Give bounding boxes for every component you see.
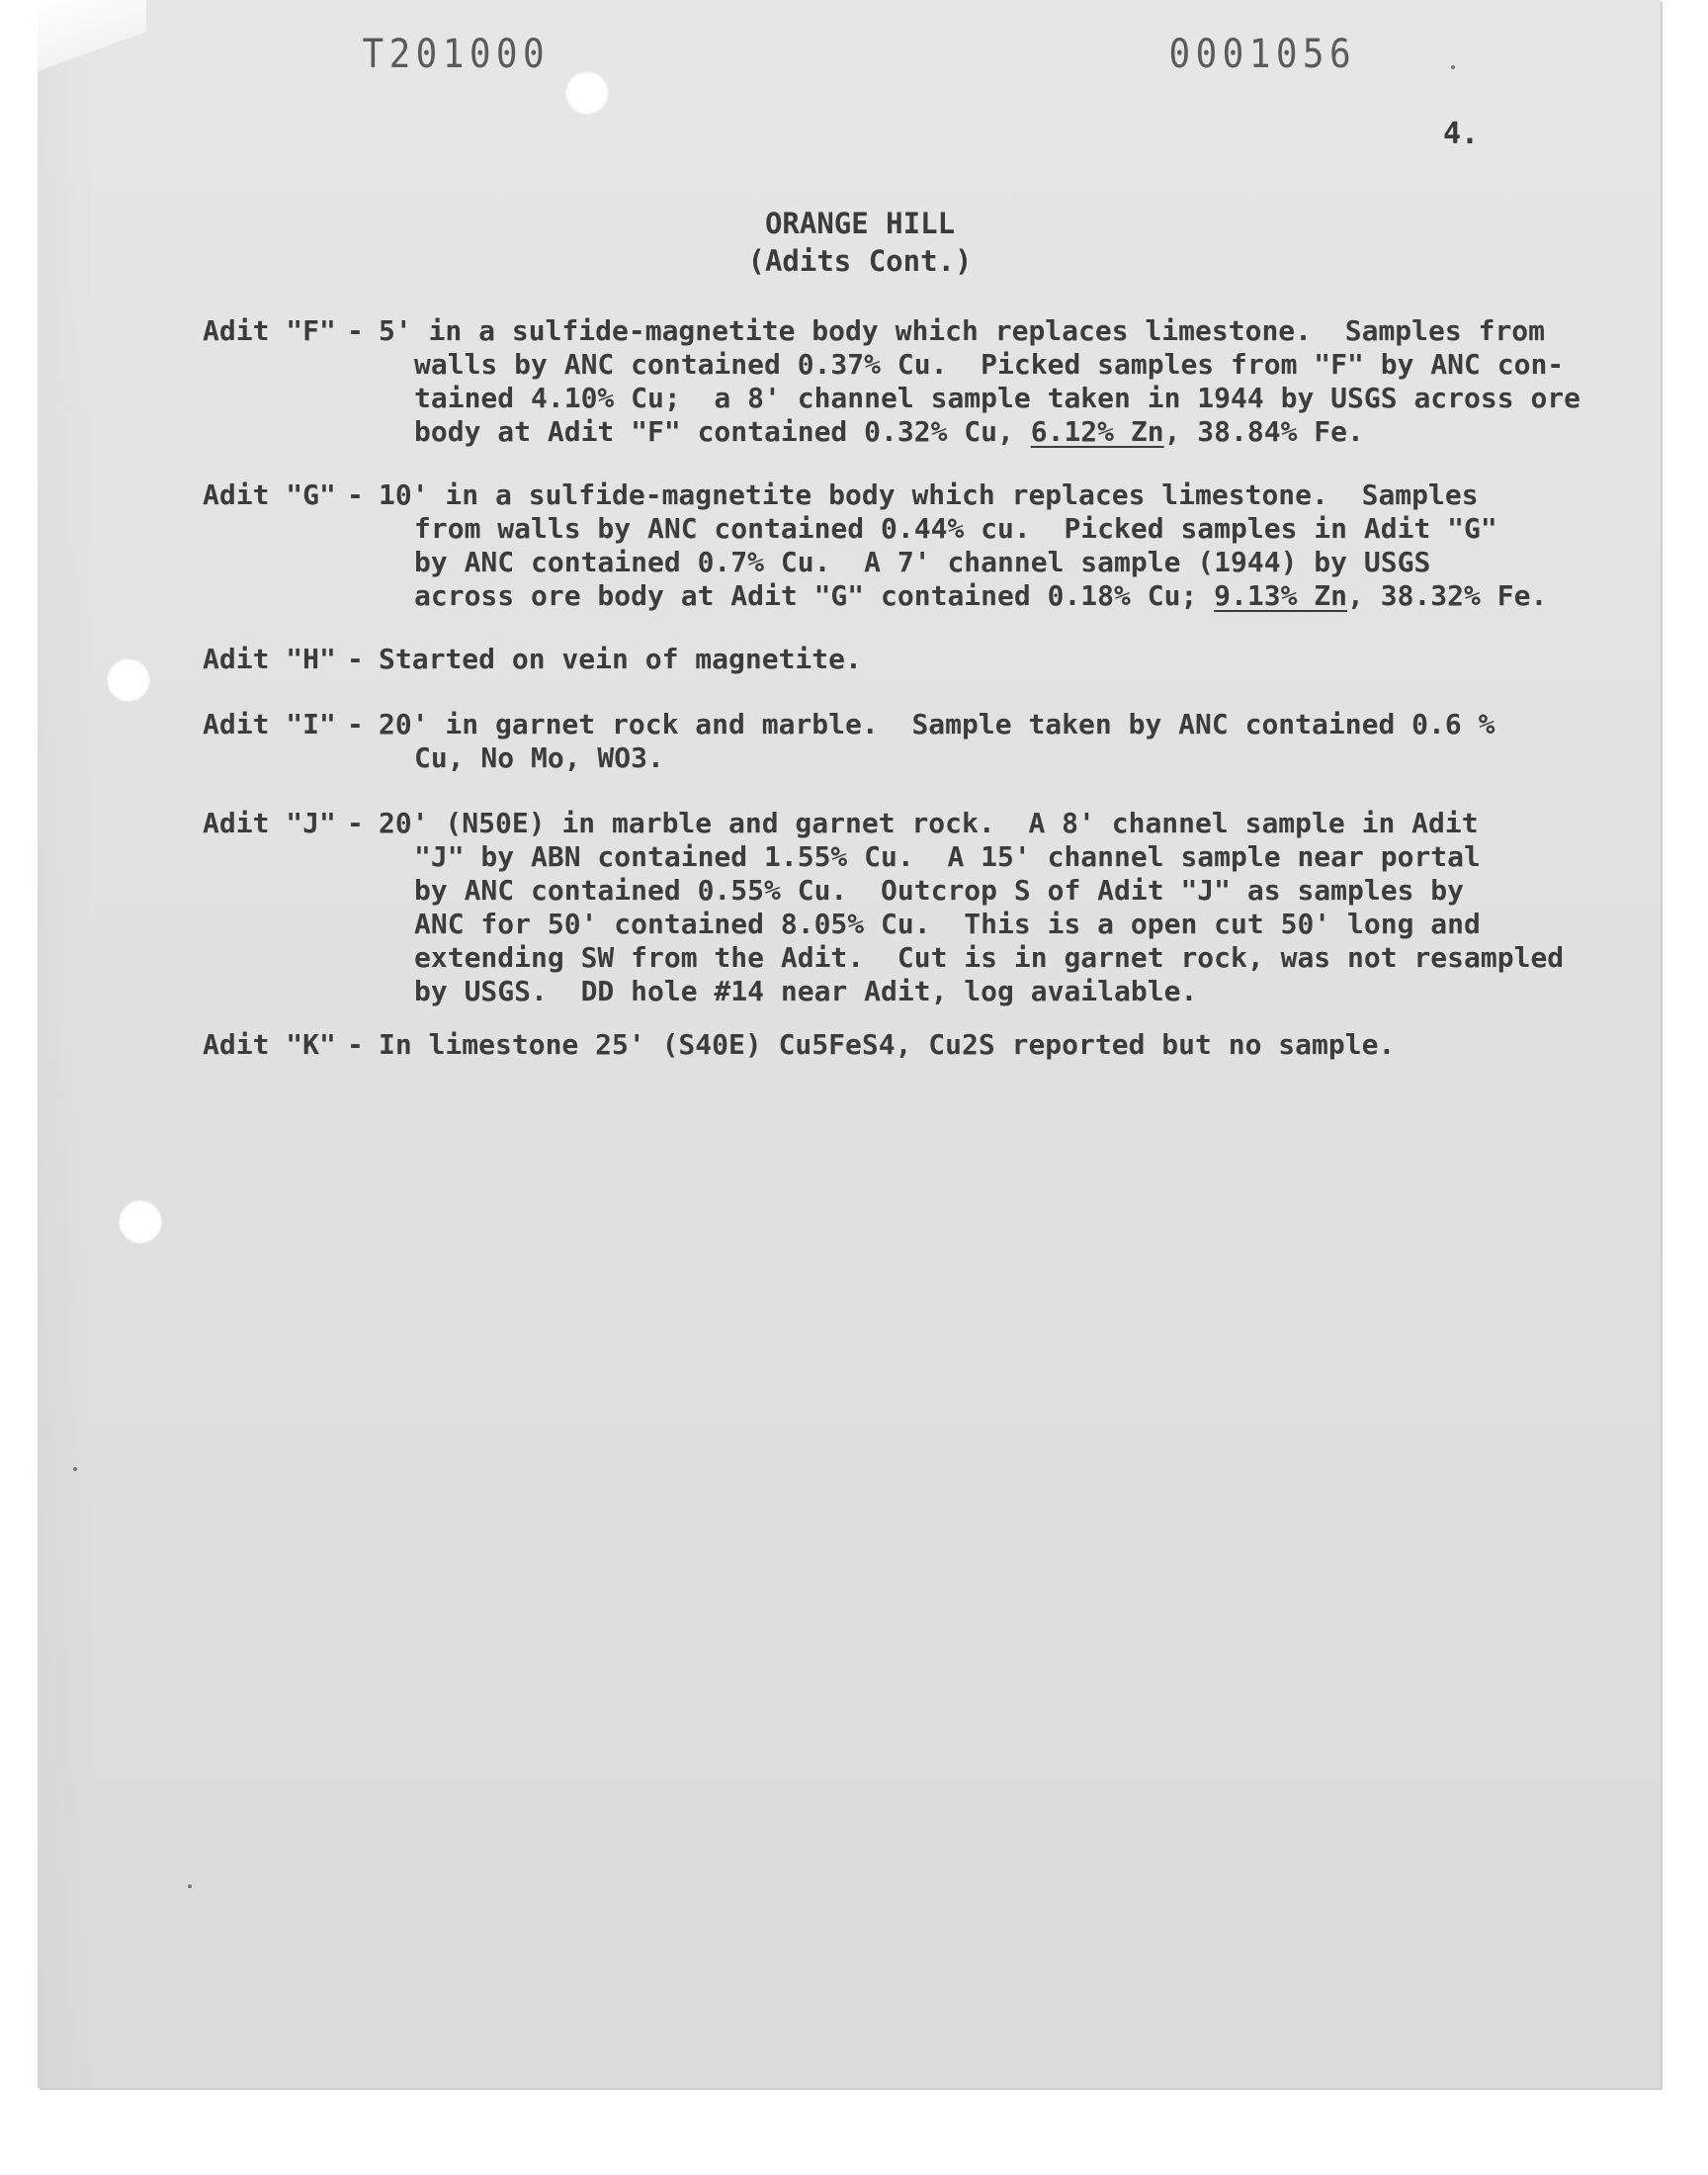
- entry-label: Adit "F": [203, 314, 336, 347]
- entry-label: Adit "G": [203, 478, 336, 511]
- entry-line: by ANC contained 0.7% Cu. A 7' channel sample (1944) by USGS: [414, 546, 1431, 578]
- entry-line: 20' (N50E) in marble and garnet rock. A 8' channel sample in Adit: [379, 807, 1479, 839]
- entry-dash: -: [347, 807, 364, 839]
- entry-line: by USGS. DD hole #14 near Adit, log available.: [414, 975, 1198, 1007]
- punch-hole-top: [565, 71, 609, 115]
- entry-line: Cu, No Mo, WO3.: [414, 741, 664, 774]
- entry-label: Adit "J": [203, 807, 336, 839]
- entry-line: Started on vein of magnetite.: [379, 643, 862, 675]
- entry-line: ANC for 50' contained 8.05% Cu. This is a open cut 50' long and: [414, 908, 1481, 940]
- entry-dash: -: [347, 314, 364, 347]
- entry-line: 10' in a sulfide-magnetite body which replaces limestone. Samples: [379, 478, 1479, 511]
- entry-line: from walls by ANC contained 0.44% cu. Picked samples in Adit "G": [414, 512, 1497, 545]
- punch-hole-bottom: [119, 1200, 162, 1244]
- scan-speck: [188, 1884, 192, 1888]
- entry-line-text: , 38.84% Fe.: [1163, 415, 1364, 448]
- entry-body: [379, 478, 1594, 613]
- underlined-value: 9.13% Zn: [1214, 579, 1348, 612]
- scan-speck: [1451, 65, 1455, 69]
- entry-line: 5' in a sulfide-magnetite body which replaces limestone. Samples from: [379, 314, 1546, 347]
- entry-body: [379, 1028, 1594, 1062]
- punch-hole-middle: [107, 658, 150, 702]
- entry-dash: -: [347, 478, 364, 511]
- page-subtitle: (Adits Cont.): [747, 244, 973, 278]
- entry-label: Adit "I": [203, 708, 336, 740]
- entry-line: extending SW from the Adit. Cut is in garnet rock, was not resampled: [414, 941, 1565, 974]
- entry-line-text: , 38.32% Fe.: [1347, 579, 1548, 612]
- entry-line: [379, 579, 1594, 613]
- entry-line: "J" by ABN contained 1.55% Cu. A 15' channel sample near portal: [414, 840, 1481, 873]
- entry-label: Adit "H": [203, 643, 336, 675]
- entry-dash: -: [347, 643, 364, 675]
- entry-line: 20' in garnet rock and marble. Sample taken by ANC contained 0.6 %: [379, 708, 1495, 740]
- entry-line-text: body at Adit "F" contained 0.32% Cu,: [414, 415, 1031, 448]
- page-title: ORANGE HILL: [764, 207, 956, 240]
- entry-body: [379, 708, 1594, 775]
- entry-dash: -: [347, 1028, 364, 1061]
- entry-body: [379, 643, 1594, 676]
- scan-speck: [73, 1467, 77, 1471]
- folded-corner: [38, 0, 146, 89]
- doc-number-left: T201000: [362, 32, 551, 77]
- entry-body: [379, 807, 1594, 1008]
- entry-line: In limestone 25' (S40E) Cu5FeS4, Cu2S reported but no sample.: [379, 1028, 1396, 1061]
- entry-line: walls by ANC contained 0.37% Cu. Picked samples from "F" by ANC con-: [414, 348, 1565, 381]
- entry-label: Adit "K": [203, 1028, 336, 1061]
- entry-line: [379, 415, 1594, 449]
- underlined-value: 6.12% Zn: [1030, 415, 1164, 448]
- entry-line: by ANC contained 0.55% Cu. Outcrop S of Adit "J" as samples by: [414, 874, 1465, 907]
- page-number: 4.: [1443, 117, 1480, 151]
- entry-line-text: across ore body at Adit "G" contained 0.18% Cu;: [414, 579, 1215, 612]
- doc-number-right: 0001056: [1168, 32, 1357, 77]
- entry-dash: -: [347, 708, 364, 740]
- entry-line: tained 4.10% Cu; a 8' channel sample taken in 1944 by USGS across ore: [414, 382, 1581, 414]
- entry-body: [379, 314, 1594, 449]
